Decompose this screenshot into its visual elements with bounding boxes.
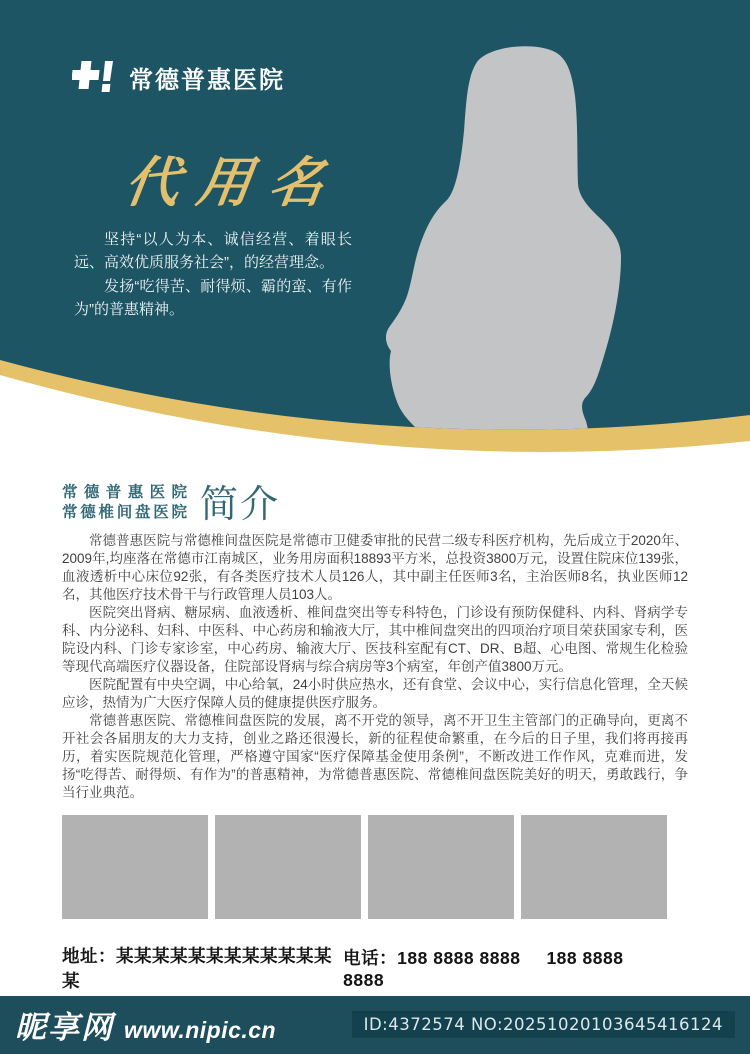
intro-paragraph-3: 医院配置有中央空调，中心给氧，24小时供应热水，还有食堂、会议中心，实行信息化管理，全天候应诊，热情为广大医疗保障人员的健康提供医疗服务。 (62, 676, 688, 710)
photo-placeholders (62, 815, 688, 919)
photo-placeholder-3 (368, 815, 514, 919)
hospital-name-line1: 常德普惠医院 (62, 484, 188, 501)
intro-paragraph-2: 医院突出肾病、糖尿病、血液透析、椎间盘突出等专科特色，门诊设有预防保健科、内科、肾病学专科、内分泌科、妇科、中医科、中心药房和输液大厅，其中椎间盘突出的四项治疗项目荣获国家专利，医院设内科、门诊专家诊室，中心药房、输液大厅、医技科室配有CT、DR、B超、心电图、常规生化检验等现代高端医疗仪器设备，住院部设肾病与综合病房等3个病室，年创产值3800万元。 (62, 605, 688, 674)
intro-paragraph-1: 常德普惠医院与常德椎间盘医院是常德市卫健委审批的民营二级专科医疗机构，先后成立于2020年、2009年,均座落在常德市江南城区，业务用房面积18893平方米，总投资3800万元，设置住院床位139张，血液透析中心床位92张，有各类医疗技术人员126人，其中副主任医师3名，主治医师8名，执业医师12名，其他医疗技术骨干与行政管理人员103人。 (62, 533, 688, 603)
hospital-cross-icon (72, 57, 116, 97)
phone-text (343, 945, 662, 991)
phone-number-2: 188 8888 8888 (343, 947, 624, 990)
contact-row (62, 943, 688, 993)
brand-calligraphy-title: 代用名 (121, 150, 347, 214)
phone-label: 电话： (343, 947, 398, 968)
intro-title: 简介 (200, 484, 281, 527)
intro-section (0, 483, 750, 993)
intro-heading (62, 483, 688, 527)
address-label: 地址： (62, 945, 116, 966)
address-text (62, 943, 343, 993)
intro-paragraph-4: 常德普惠医院、常德椎间盘医院的发展，离不开党的领导，离不开卫生主管部门的正确导向，更离不开社会各届朋友的大力支持，创业之路还很漫长，新的征程使命繁重，在今后的日子里，我们将再接再历，着实医院规范化管理，严格遵守国家“医疗保障基金使用条例”，不断改进工作作风，克难而进，发扬“吃得苦、耐得烦、有作为”的普惠精神，为常德普惠医院、常德椎间盘医院美好的明天，勇敢践行，争当行业典范。 (62, 712, 688, 800)
hospital-logo (72, 57, 285, 97)
site-brand (15, 1002, 276, 1047)
site-url: www.nipic.cn (124, 1017, 277, 1044)
photo-placeholder-4 (521, 815, 667, 919)
hospital-name-line2: 常德椎间盘医院 (62, 504, 188, 522)
intro-body (62, 532, 688, 801)
mission-paragraph-2: 发扬“吃得苦、耐得烦、霸的蛮、有作为”的普惠精神。 (74, 277, 352, 318)
mission-paragraph-1: 坚持“以人为本、诚信经营、着眼长远、高效优质服务社会”，的经营理念。 (74, 231, 352, 272)
hospital-names (62, 483, 188, 523)
watermark-footer (0, 993, 750, 1054)
address-value: 某某某某某某某某某某某某某 (62, 945, 332, 991)
phone-number-1: 188 8888 8888 (397, 947, 521, 968)
photo-placeholder-1 (62, 815, 208, 919)
hospital-logo-text: 常德普惠医院 (129, 66, 285, 94)
hero-section (0, 0, 750, 470)
photo-placeholder-2 (215, 815, 361, 919)
mission-statement (74, 228, 352, 321)
image-id-badge: ID:4372574 NO:20251020103645416124 (352, 1011, 735, 1038)
site-name: 昵享网 (15, 1010, 114, 1046)
